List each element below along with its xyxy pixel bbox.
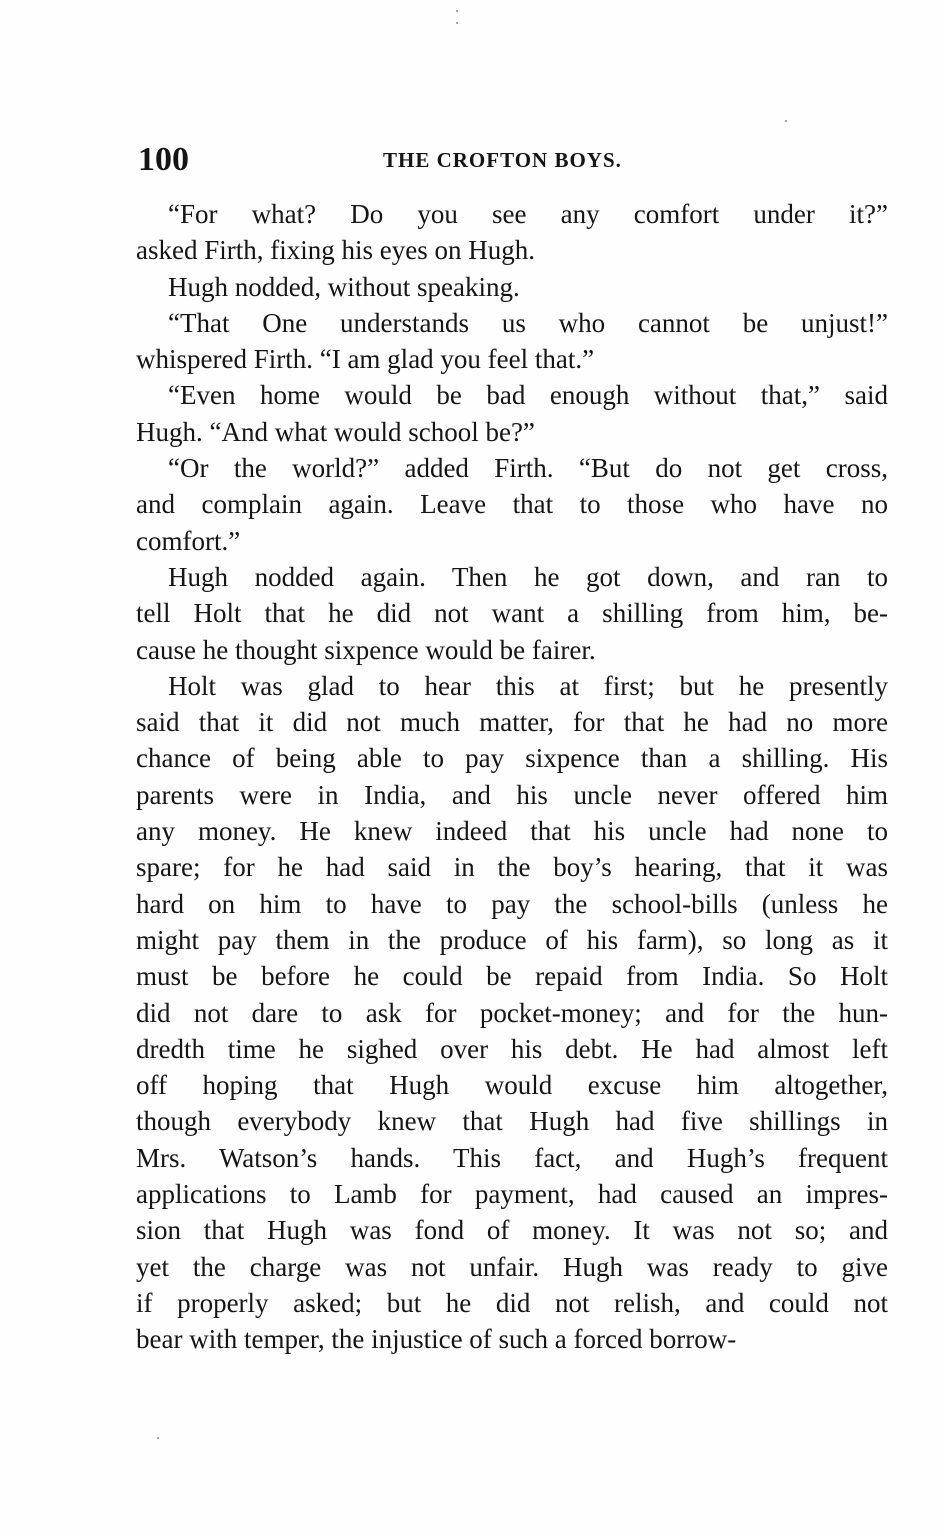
text-line: off hoping that Hugh would excuse him altogether, xyxy=(136,1070,888,1101)
text-line: hard on him to have to pay the school-bills (unless he xyxy=(136,888,888,919)
text-line: if properly asked; but he did not relish, and could not xyxy=(136,1287,888,1318)
running-title: THE CROFTON BOYS. xyxy=(383,148,622,172)
text-line: bear with temper, the injustice of such a forced borrow- xyxy=(136,1324,737,1355)
text-line: spare; for he had said in the boy’s hearing, that it was xyxy=(136,852,888,883)
text-line: Hugh nodded again. Then he got down, and ran to xyxy=(168,561,888,592)
text-line: Hugh. “And what would school be?” xyxy=(136,416,535,447)
print-speck xyxy=(785,120,787,122)
paragraph xyxy=(136,559,888,668)
print-speck xyxy=(456,22,458,24)
paragraph xyxy=(136,269,888,305)
text-line: and complain again. Leave that to those who have no xyxy=(136,489,888,520)
page-number: 100 xyxy=(138,141,189,178)
text-line: Holt was glad to hear this at first; but he presently xyxy=(168,670,888,701)
text-line: “That One understands us who cannot be unjust!” xyxy=(168,307,888,338)
text-line: Mrs. Watson’s hands. This fact, and Hugh’s frequent xyxy=(136,1142,888,1173)
text-line: chance of being able to pay sixpence than a shilling. His xyxy=(136,743,888,774)
text-line: dredth time he sighed over his debt. He had almost left xyxy=(136,1033,888,1064)
text-line: yet the charge was not unfair. Hugh was ready to give xyxy=(136,1251,888,1282)
print-speck xyxy=(157,1437,159,1439)
text-line: must be before he could be repaid from India. So Holt xyxy=(136,961,888,992)
text-line: though everybody knew that Hugh had five shillings in xyxy=(136,1106,888,1137)
body-text xyxy=(136,196,888,1358)
print-speck xyxy=(456,10,458,12)
paragraph xyxy=(136,305,888,378)
text-line: comfort.” xyxy=(136,525,241,556)
text-line: cause he thought sixpence would be fairer. xyxy=(136,634,596,665)
text-line: sion that Hugh was fond of money. It was not so; and xyxy=(136,1215,888,1246)
paragraph xyxy=(136,377,888,450)
text-line: might pay them in the produce of his farm), so long as it xyxy=(136,924,888,955)
text-line: any money. He knew indeed that his uncle had none to xyxy=(136,816,888,847)
text-line: said that it did not much matter, for that he had no more xyxy=(136,707,888,738)
text-line: asked Firth, fixing his eyes on Hugh. xyxy=(136,235,535,266)
paragraph xyxy=(136,450,888,559)
running-header xyxy=(138,140,888,180)
paragraph xyxy=(136,196,888,269)
text-line: tell Holt that he did not want a shilling from him, be- xyxy=(136,598,888,629)
text-line: “Even home would be bad enough without that,” said xyxy=(168,380,888,411)
text-line: applications to Lamb for payment, had caused an impres- xyxy=(136,1179,888,1210)
text-line: whispered Firth. “I am glad you feel that.” xyxy=(136,344,595,375)
paragraph xyxy=(136,668,888,1358)
text-line: Hugh nodded, without speaking. xyxy=(168,271,520,302)
text-line: “For what? Do you see any comfort under it?” xyxy=(168,199,888,229)
text-line: did not dare to ask for pocket-money; and for the hun- xyxy=(136,997,888,1028)
text-line: parents were in India, and his uncle never offered him xyxy=(136,779,888,810)
text-line: “Or the world?” added Firth. “But do not get cross, xyxy=(168,453,888,484)
